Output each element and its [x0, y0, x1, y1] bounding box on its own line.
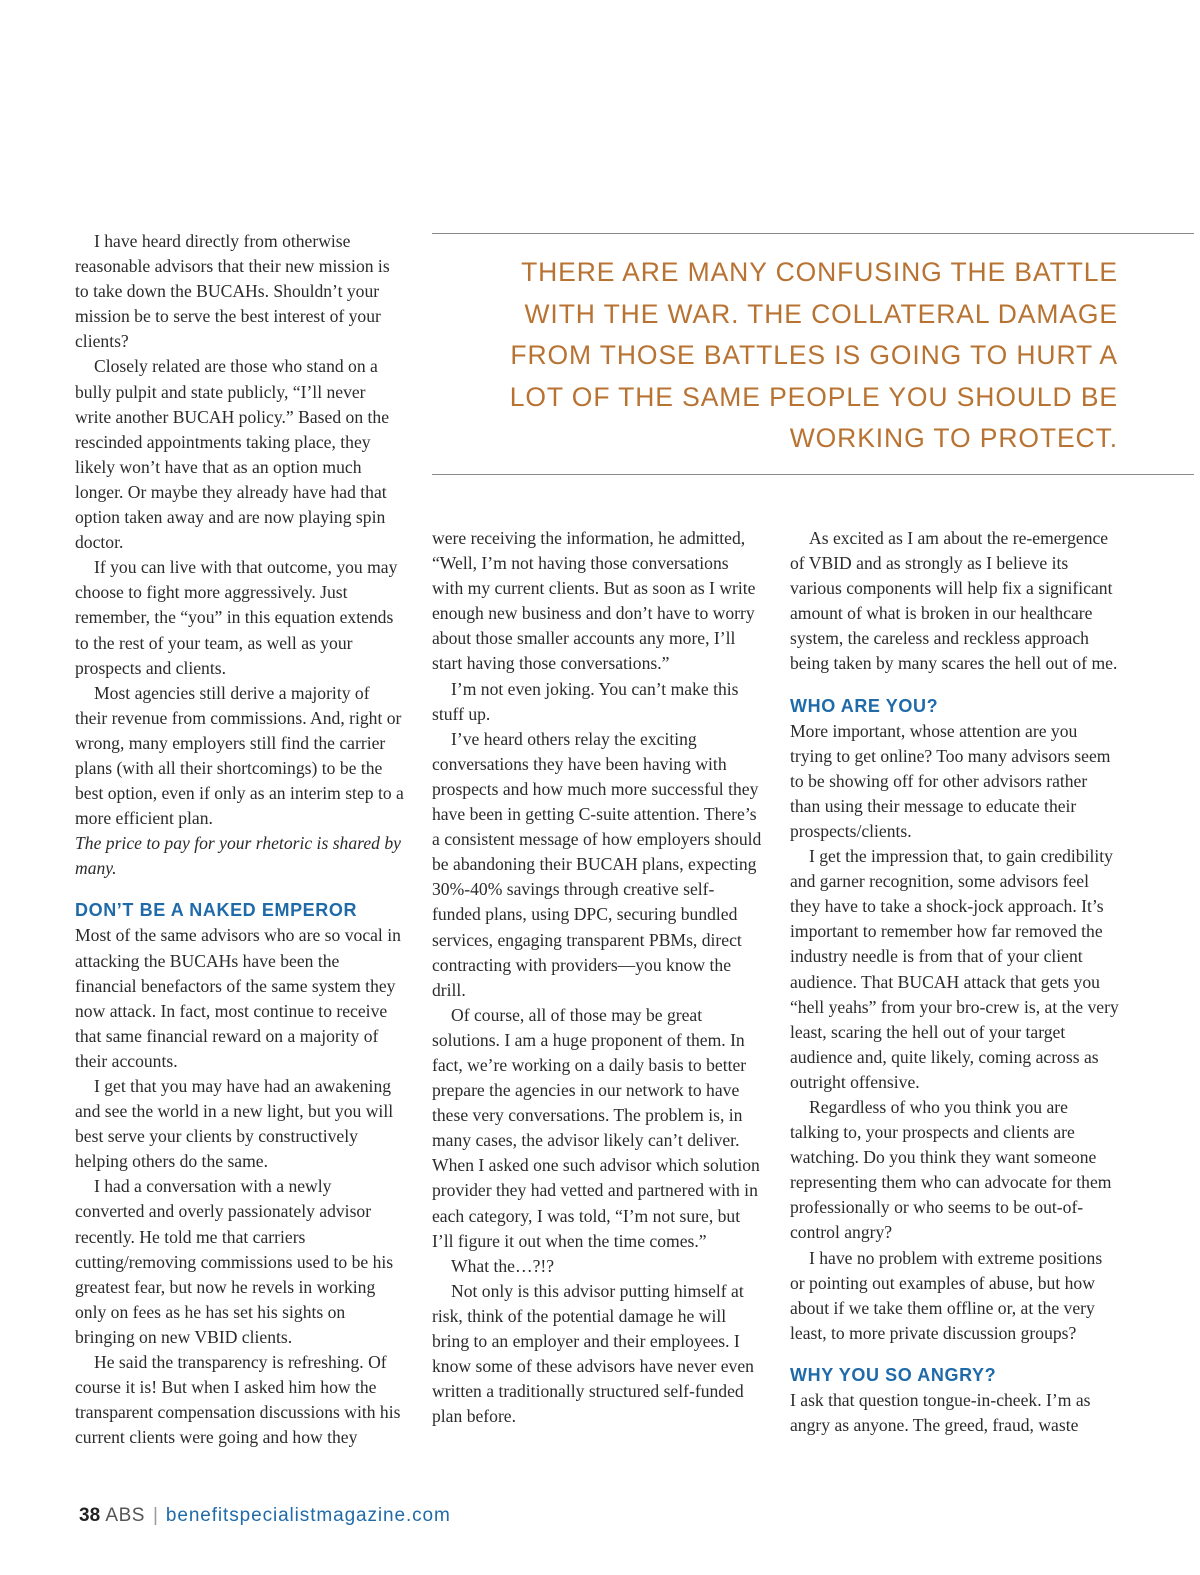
paragraph: I’ve heard others relay the exciting conversations they have been having with prospects and how much more successful they have been in getting C-suite attention. There’s a consistent message of how employers should be abandoning their BUCAH plans, expecting 30%-40% savings through creative self-funded plans, using DPC, securing bundled services, engaging transparent PBMs, direct contracting with providers—you know the drill.: [432, 728, 762, 1000]
paragraph: As excited as I am about the re-emergence of VBID and as strongly as I believe its various components will help fix a significant amount of what is broken in our healthcare system, the careless and reckless approach being taken by many scares the hell out of me.: [790, 528, 1118, 674]
paragraph: What the…?!?: [451, 1255, 555, 1276]
italic-paragraph: The price to pay for your rhetoric is shared by many.: [75, 833, 401, 879]
section-heading-naked-emperor: DON’T BE A NAKED EMPEROR: [75, 900, 358, 921]
paragraph: Closely related are those who stand on a bully pulpit and state publicly, “I’ll never write another BUCAH policy.” Based on the rescinded appointments taking place, they likely won’t have that as an option much longer. Or maybe they already have had that option taken away and are now playing spin doctor.: [75, 356, 390, 553]
page-footer: [79, 1503, 451, 1529]
section-heading-why-so-angry: WHY YOU SO ANGRY?: [790, 1364, 997, 1385]
paragraph: More important, whose attention are you trying to get online? Too many advisors seem to be showing off for other advisors rather than using their message to educate their prospects/clients.: [790, 720, 1111, 841]
paragraph: Regardless of who you think you are talking to, your prospects and clients are watching. Do you think they want someone representing them who can advocate for them professionally or who seems to be out-of-control angry?: [790, 1096, 1112, 1243]
paragraph: I’m not even joking. You can’t make this stuff up.: [432, 678, 739, 724]
paragraph: I had a conversation with a newly converted and overly passionately advisor recently. He told me that carriers cutting/removing commissions used to be his greatest fear, but now he revels in working only on fees as he has set his sights on bringing on new VBID clients.: [75, 1176, 394, 1347]
paragraph: I get the impression that, to gain credibility and garner recognition, some advisors feel they have to take a shock-jock approach. It’s important to remember how far removed the industry needle is from that of your client audience. That BUCAH attack that gets you “hell yeahs” from your bro-crew is, at the very least, scaring the hell out of your target audience and, quite likely, coming across as outright offensive.: [790, 846, 1119, 1092]
paragraph: If you can live with that outcome, you may choose to fight more aggressively. Just remember, the “you” in this equation extends to the rest of your team, as well as your prospects and clients.: [75, 557, 398, 678]
paragraph: Most agencies still derive a majority of their revenue from commissions. And, right or wrong, many employers still find the carrier plans (with all their shortcomings) to be the best option, even if only as an interim step to a more efficient plan.: [75, 682, 404, 829]
paragraph: Not only is this advisor putting himself at risk, think of the potential damage he will bring to an employer and their employees. I know some of these advisors have never even written a traditionally structured self-funded plan before.: [432, 1280, 754, 1427]
page-number: 38: [79, 1505, 101, 1526]
paragraph: I ask that question tongue-in-cheek. I’m as angry as anyone. The greed, fraud, waste: [790, 1389, 1091, 1435]
section-heading-who-are-you: WHO ARE YOU?: [790, 695, 939, 716]
paragraph: I have no problem with extreme positions or pointing out examples of abuse, but how about if we take them offline or, at the very least, to more private discussion groups?: [790, 1247, 1103, 1343]
paragraph: I get that you may have had an awakening and see the world in a new light, but you will best serve your clients by constructively helping others do the same.: [75, 1076, 394, 1172]
paragraph: were receiving the information, he admitted, “Well, I’m not having those conversations with my current clients. But as soon as I write enough new business and don’t have to worry about those smaller accounts any more, I’ll start having those conversations.”: [432, 528, 756, 674]
article-column-2: [432, 526, 762, 1429]
pull-quote: [432, 233, 1194, 475]
magazine-name: ABS: [105, 1505, 145, 1526]
paragraph: Most of the same advisors who are so vocal in attacking the BUCAHs have been the financial benefactors of the same system they now attack. In fact, most continue to receive that same financial reward on a majority of their accounts.: [75, 925, 401, 1071]
paragraph: Of course, all of those may be great solutions. I am a huge proponent of them. In fact, we’re working on a daily basis to better prepare the agencies in our network to have these very conversations. The problem is, in many cases, the advisor likely can’t deliver. When I asked one such advisor which solution provider they had vetted and partnered with in each category, I was told, “I’m not sure, but I’ll figure it out when the time comes.”: [432, 1004, 760, 1251]
paragraph: I have heard directly from otherwise reasonable advisors that their new mission is to take down the BUCAHs. Shouldn’t your mission be to serve the best interest of your clients?: [75, 231, 390, 352]
magazine-url: benefitspecialistmagazine.com: [165, 1505, 451, 1526]
article-column-3: [790, 526, 1120, 1438]
footer-separator: |: [152, 1505, 158, 1526]
pull-quote-text: THERE ARE MANY CONFUSING THE BATTLE WITH THE WAR. THE COLLATERAL DAMAGE FROM THOSE BATTLES IS GOING TO HURT A LOT OF THE SAME PEOPLE YOU SHOULD BE WORKING TO PROTECT.: [509, 257, 1118, 453]
article-column-1: [75, 229, 405, 1450]
paragraph: He said the transparency is refreshing. Of course it is! But when I asked him how the transparent compensation discussions with his current clients were going and how they: [75, 1352, 401, 1448]
